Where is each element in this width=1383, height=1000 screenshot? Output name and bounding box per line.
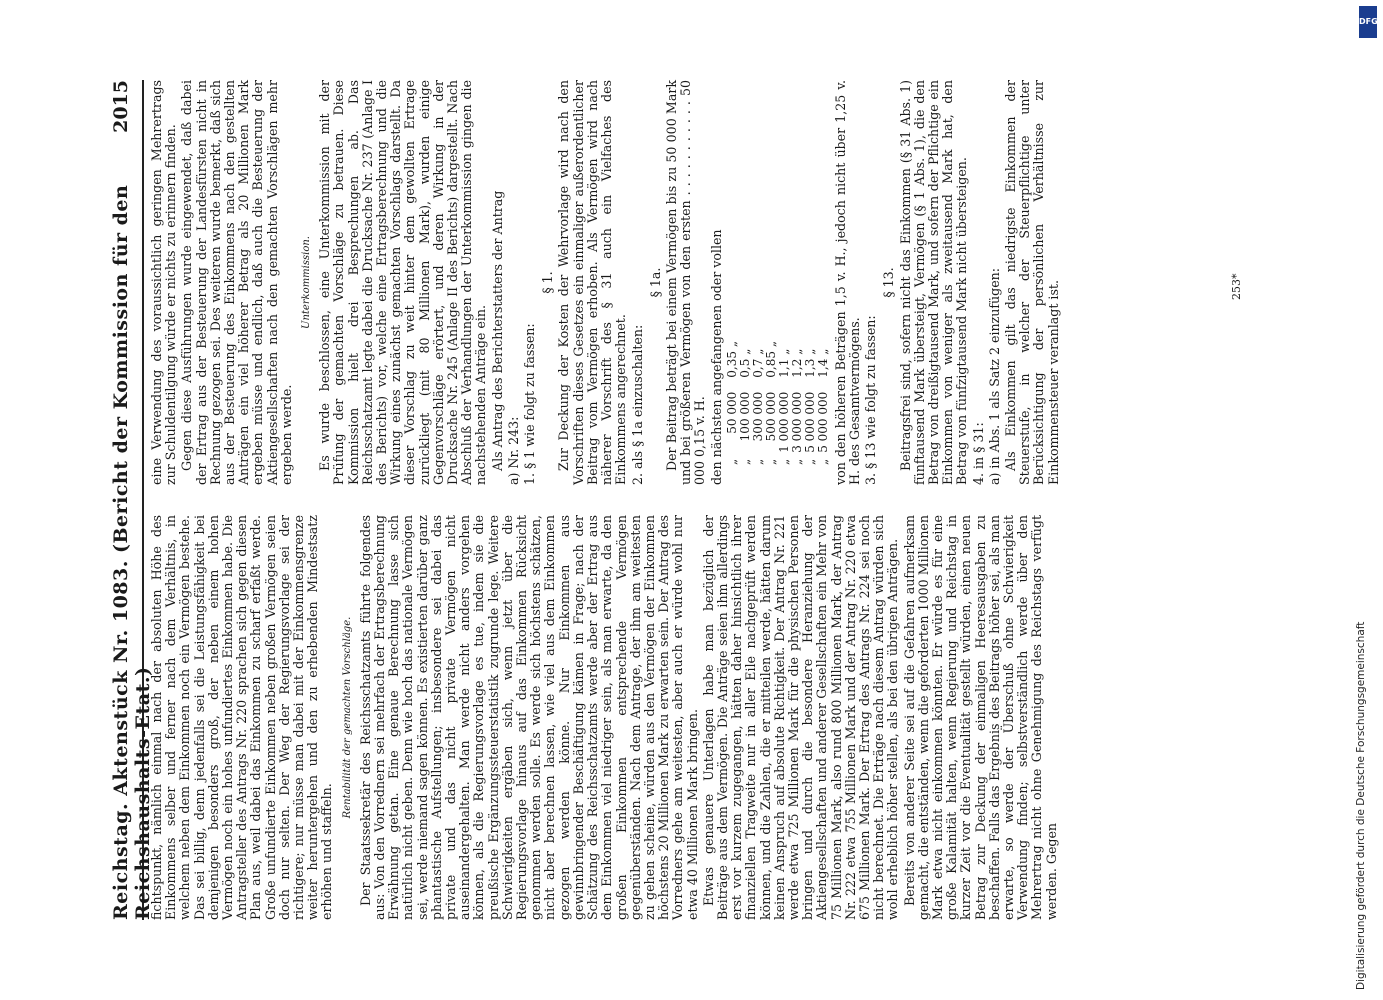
tariff-amount: 1 000 000 (776, 391, 791, 453)
digitization-note (1355, 230, 1375, 990)
tariff-amount: 3 000 000 (789, 391, 804, 453)
ditto-mark: „ (815, 458, 830, 465)
tariff-amount: 5 000 000 (815, 391, 830, 453)
ditto-mark: „ (789, 458, 804, 465)
tariff-rate: 1,4 „ (815, 348, 830, 378)
paragraph-sign: § 1a. (647, 267, 663, 298)
tariff-row (817, 335, 830, 465)
paragraph: Als Einkommen gilt das niedrigste Einkommen der Steuerstufe, in welcher der Steuerpflichtige unter Berücksichtigung der persönlichen Verhältnisse zur Einkommensteuer veranlagt ist. (1002, 80, 1061, 485)
dfg-logo: DFG (1359, 6, 1377, 38)
ditto-mark: „ (737, 458, 752, 465)
tariff-rate: 0,7 „ (750, 348, 765, 378)
tariff-row (726, 335, 739, 465)
list-item-label: a) in Abs. 1 als Satz 2 einzufügen: (986, 267, 1002, 485)
paragraph-sign: § 1. (540, 271, 556, 294)
tariff-rate: 0,35 „ (724, 340, 739, 378)
paragraph: Als Antrag des Berichterstatters der Antrag (489, 190, 505, 471)
ditto-mark: „ (776, 458, 791, 465)
section-heading: Unterkommission. (301, 236, 313, 329)
tariff-row (752, 335, 765, 465)
motion-label: a) Nr. 243: (505, 416, 521, 485)
list-item-label: 2. als § 1a einzuschalten: (629, 324, 645, 485)
tariff-rate: 1,2 „ (789, 348, 804, 378)
paragraph: fichtspunkt, nämlich einmal nach der absoluten Höhe des Einkommens selber und ferner nach dem Verhältnis, in welchem neben dem Einkommen noch ein Vermögen bestehe. Das sei billig, denn jedenfalls sei die Leistungsfähigkeit bei demjenigen besonders groß, der neben einem hohen Vermögen noch ein hohes unfundiertes Einkommen habe. Die Antragsteller des Antrags Nr. 220 sprachen sich gegen diesen Plan aus, weil dabei das Einkommen zu scharf erfaßt werde. Große unfundierte Einkommen neben großen Vermögen seien doch nur selten. Der Weg der Regierungsvorlage sei der richtigere; nur müsse man dabei mit der Einkommensgrenze weiter heruntergehen und den zu erhebenden Mindestsatz erhöhen und staffeln. (149, 515, 335, 920)
paragraph: Bereits von anderer Seite sei auf die Gefahren aufmerksam gemacht, die entständen, wenn die geforderten 1000 Millionen Mark etwa nicht einkommen könnten. Er würde es für eine große Kalamität halten, wenn Regierung und Reichstag in kurzer Zeit vor die Eventualität gestellt würden, einen neuen Betrag zur Deckung der einmaligen Heeresausgaben zu beschaffen. Falls das Ergebnis des Beitrags höher sei, als man erwarte, so werde der Überschuß ohne Schwierigkeit Verwendung finden; selbstverständlich werde über den Mehrertrag nicht ohne Genehmigung des Reichstags verfügt werden. Gegen (901, 515, 1059, 920)
paragraph-sign: § 13. (881, 267, 897, 298)
list-item-label: 1. § 1 wie folgt zu fassen: (522, 323, 538, 485)
tariff-row (739, 335, 752, 465)
tariff-rate: 0,5 „ (737, 348, 752, 378)
tariff-table (726, 335, 830, 465)
paragraph: Etwas genauere Unterlagen habe man bezüglich der Beiträge aus dem Vermögen. Die Anträge seien ihm allerdings erst vor kurzem zugegangen, hätten daher hinsichtlich ihrer finanziellen Tragweite nur in aller Eile nachgeprüft werden können, und die Zahlen, die er mitteilen werde, hätten darum keinen Anspruch auf absolute Richtigkeit. Der Antrag Nr. 221 werde etwa 725 Millionen Mark für die physischen Personen bringen und durch die besondere Heranziehung der Aktiengesellschaften und anderer Gesellschaften ein Mehr von 75 Millionen Mark, also rund 800 Millionen Mark, der Antrag Nr. 222 etwa 755 Millionen Mark und der Antrag Nr. 220 etwa 675 Millionen Mark. Der Ertrag des Antrags Nr. 224 sei noch nicht berechnet. Die Erträge nach diesem Antrag würden sich wohl erheblich höher stellen, als bei den übrigen Anträgen. (700, 515, 901, 920)
tariff-row (791, 335, 804, 465)
ditto-mark: „ (724, 458, 739, 465)
tariff-rate: 1,1 „ (776, 348, 791, 378)
paragraph: Es wurde beschlossen, eine Unterkommission mit der Prüfung der gemachten Vorschläge zu betrauen. Diese Kommission hielt drei Besprechungen ab. Das Reichsschatzamt legte dabei die Drucksache Nr. 237 (Anlage I des Berichts) vor, welche eine Ertragsberechnung und die Wirkung eines zunächst gemachten Vorschlags darstellt. Da dieser Vorschlag zu weit hinter dem gewollten Ertrage zurückliegt (mit 80 Millionen Mark), wurden einige Gegenvorschläge erörtert, und deren Wirkung in der Drucksache Nr. 245 (Anlage II des Berichts) dargestellt. Nach Abschluß der Verhandlungen der Unterkommission gingen die nachstehenden Anträge ein. (317, 80, 489, 485)
paragraph: Beitragsfrei sind, sofern nicht das Einkommen (§ 31 Abs. 1) fünftausend Mark übersteigt, Vermögen (§ 1 Abs. 1), die den Betrag von dreißigtausend Mark, und sofern der Pflichtige ein Einkommen von weniger als zweitausend Mark hat, den Betrag von fünfzigtausend Mark nicht übersteigen. (897, 80, 970, 485)
tariff-amount: 500 000 (763, 391, 778, 442)
tariff-intro: den nächsten angefangenen oder vollen (708, 229, 724, 485)
tariff-row (778, 335, 791, 465)
digitization-note-text: Digitalisierung gefördert durch die Deutsche Forschungsgemeinschaft (1355, 621, 1367, 990)
section-heading: Rentabilität der gemachten Vorschläge. (341, 616, 353, 819)
tariff-rate: 0,85 „ (763, 340, 778, 378)
signature-mark: 253* (1230, 273, 1243, 300)
paragraph: Der Staatssekretär des Reichsschatzamts führte folgendes aus: Von den Vorrednern sei mehrfach der Ertragsberechnung Erwähnung getan. Eine genaue Berechnung lasse sich natürlich nicht geben. Denn wie hoch das nationale Vermögen sei, werde niemand sagen können. Es existierten darüber ganz phantastische Aufstellungen; insbesondere sei dabei das private und das nicht private Vermögen nicht auseinandergehalten. Man werde nicht anders vorgehen können, als die Regierungsvorlage es tue, indem sie die preußische Ergänzungssteuerstatistik zugrunde lege. Weitere Schwierigkeiten ergäben sich, wenn jetzt über die Regierungsvorlage hinaus auf das Einkommen Rücksicht genommen werden solle. Es werde sich höchstens schätzen, nicht aber berechnen lassen, wie viel aus dem Einkommen gezogen werden könne. Nur Einkommen aus gewinnbringender Beschäftigung kämen in Frage; nach der Schätzung des Reichsschatzamts werde aber der Ertrag aus dem Einkommen viel niedriger sein, als man erwarte, da den großen Einkommen entsprechende Vermögen gegenüberständen. Nach dem Antrage, der ihm am weitesten zu gehen scheine, würden aus den Vermögen der Einkommen höchstens 20 Millionen Mark zu erwarten sein. Der Antrag des Vorredners gehe am weitesten, aber auch er würde wohl nur etwa 40 Millionen Mark bringen. (357, 515, 700, 920)
tariff-amount: 5 000 000 (802, 391, 817, 453)
ditto-mark: „ (802, 458, 817, 465)
paragraph: Zur Deckung der Kosten der Wehrvorlage wird nach den Vorschriften dieses Gesetzes ein einmaliger außerordentlicher Beitrag vom Vermögen erhoben. Als Vermögen wird nach näherer Vorschrift des § 31 auch ein Vielfaches des Einkommens angerechnet. (556, 80, 629, 485)
right-column (150, 80, 1063, 485)
ditto-mark: „ (750, 458, 765, 465)
tariff-amount: 50 000 (724, 391, 739, 434)
paragraph: Gegen diese Ausführungen wurde eingewendet, daß dabei der Ertrag aus der Besteuerung der Landesfürsten nicht in Rechnung gezogen sei. Des weiteren wurde bemerkt, daß sich aus der Besteuerung des Einkommens nach den gestellten Anträgen ein viel höherer Betrag als 20 Millionen Mark ergeben müsse und endlich, daß auch die Besteuerung der Aktiengesellschaften nach den gemachten Vorschlägen mehr ergeben werde. (179, 80, 294, 485)
tariff-row (765, 335, 778, 465)
tariff-row (804, 335, 817, 465)
tariff-rate: 1,3 „ (802, 348, 817, 378)
paragraph: von den höheren Beträgen 1,5 v. H., jedoch nicht über 1,25 v. H. des Gesamtvermögens. (832, 80, 862, 485)
list-item-label: 4. in § 31: (970, 422, 986, 485)
paragraph: eine Verwendung des voraussichtlich geringen Mehrertrags zur Schuldentilgung würde er nichts zu erinnern finden. (149, 80, 179, 485)
header-title: Reichstag. Aktenstück Nr. 1083. (Bericht der Kommission für den Reichshaushalts-Etat.) (110, 184, 154, 920)
list-item-label: 3. § 13 wie folgt zu fassen: (863, 315, 879, 485)
tariff-amount: 300 000 (750, 391, 765, 442)
left-column (150, 515, 1061, 920)
ditto-mark: „ (763, 458, 778, 465)
paragraph: Der Beitrag beträgt bei einem Vermögen bis zu 50 000 Mark und bei größeren Vermögen von den ersten . . . . . . . . . . . 50 000 0,15 v. H. (663, 80, 708, 485)
tariff-amount: 100 000 (737, 391, 752, 442)
page-number: 2015 (110, 80, 132, 133)
page-header (100, 80, 154, 920)
